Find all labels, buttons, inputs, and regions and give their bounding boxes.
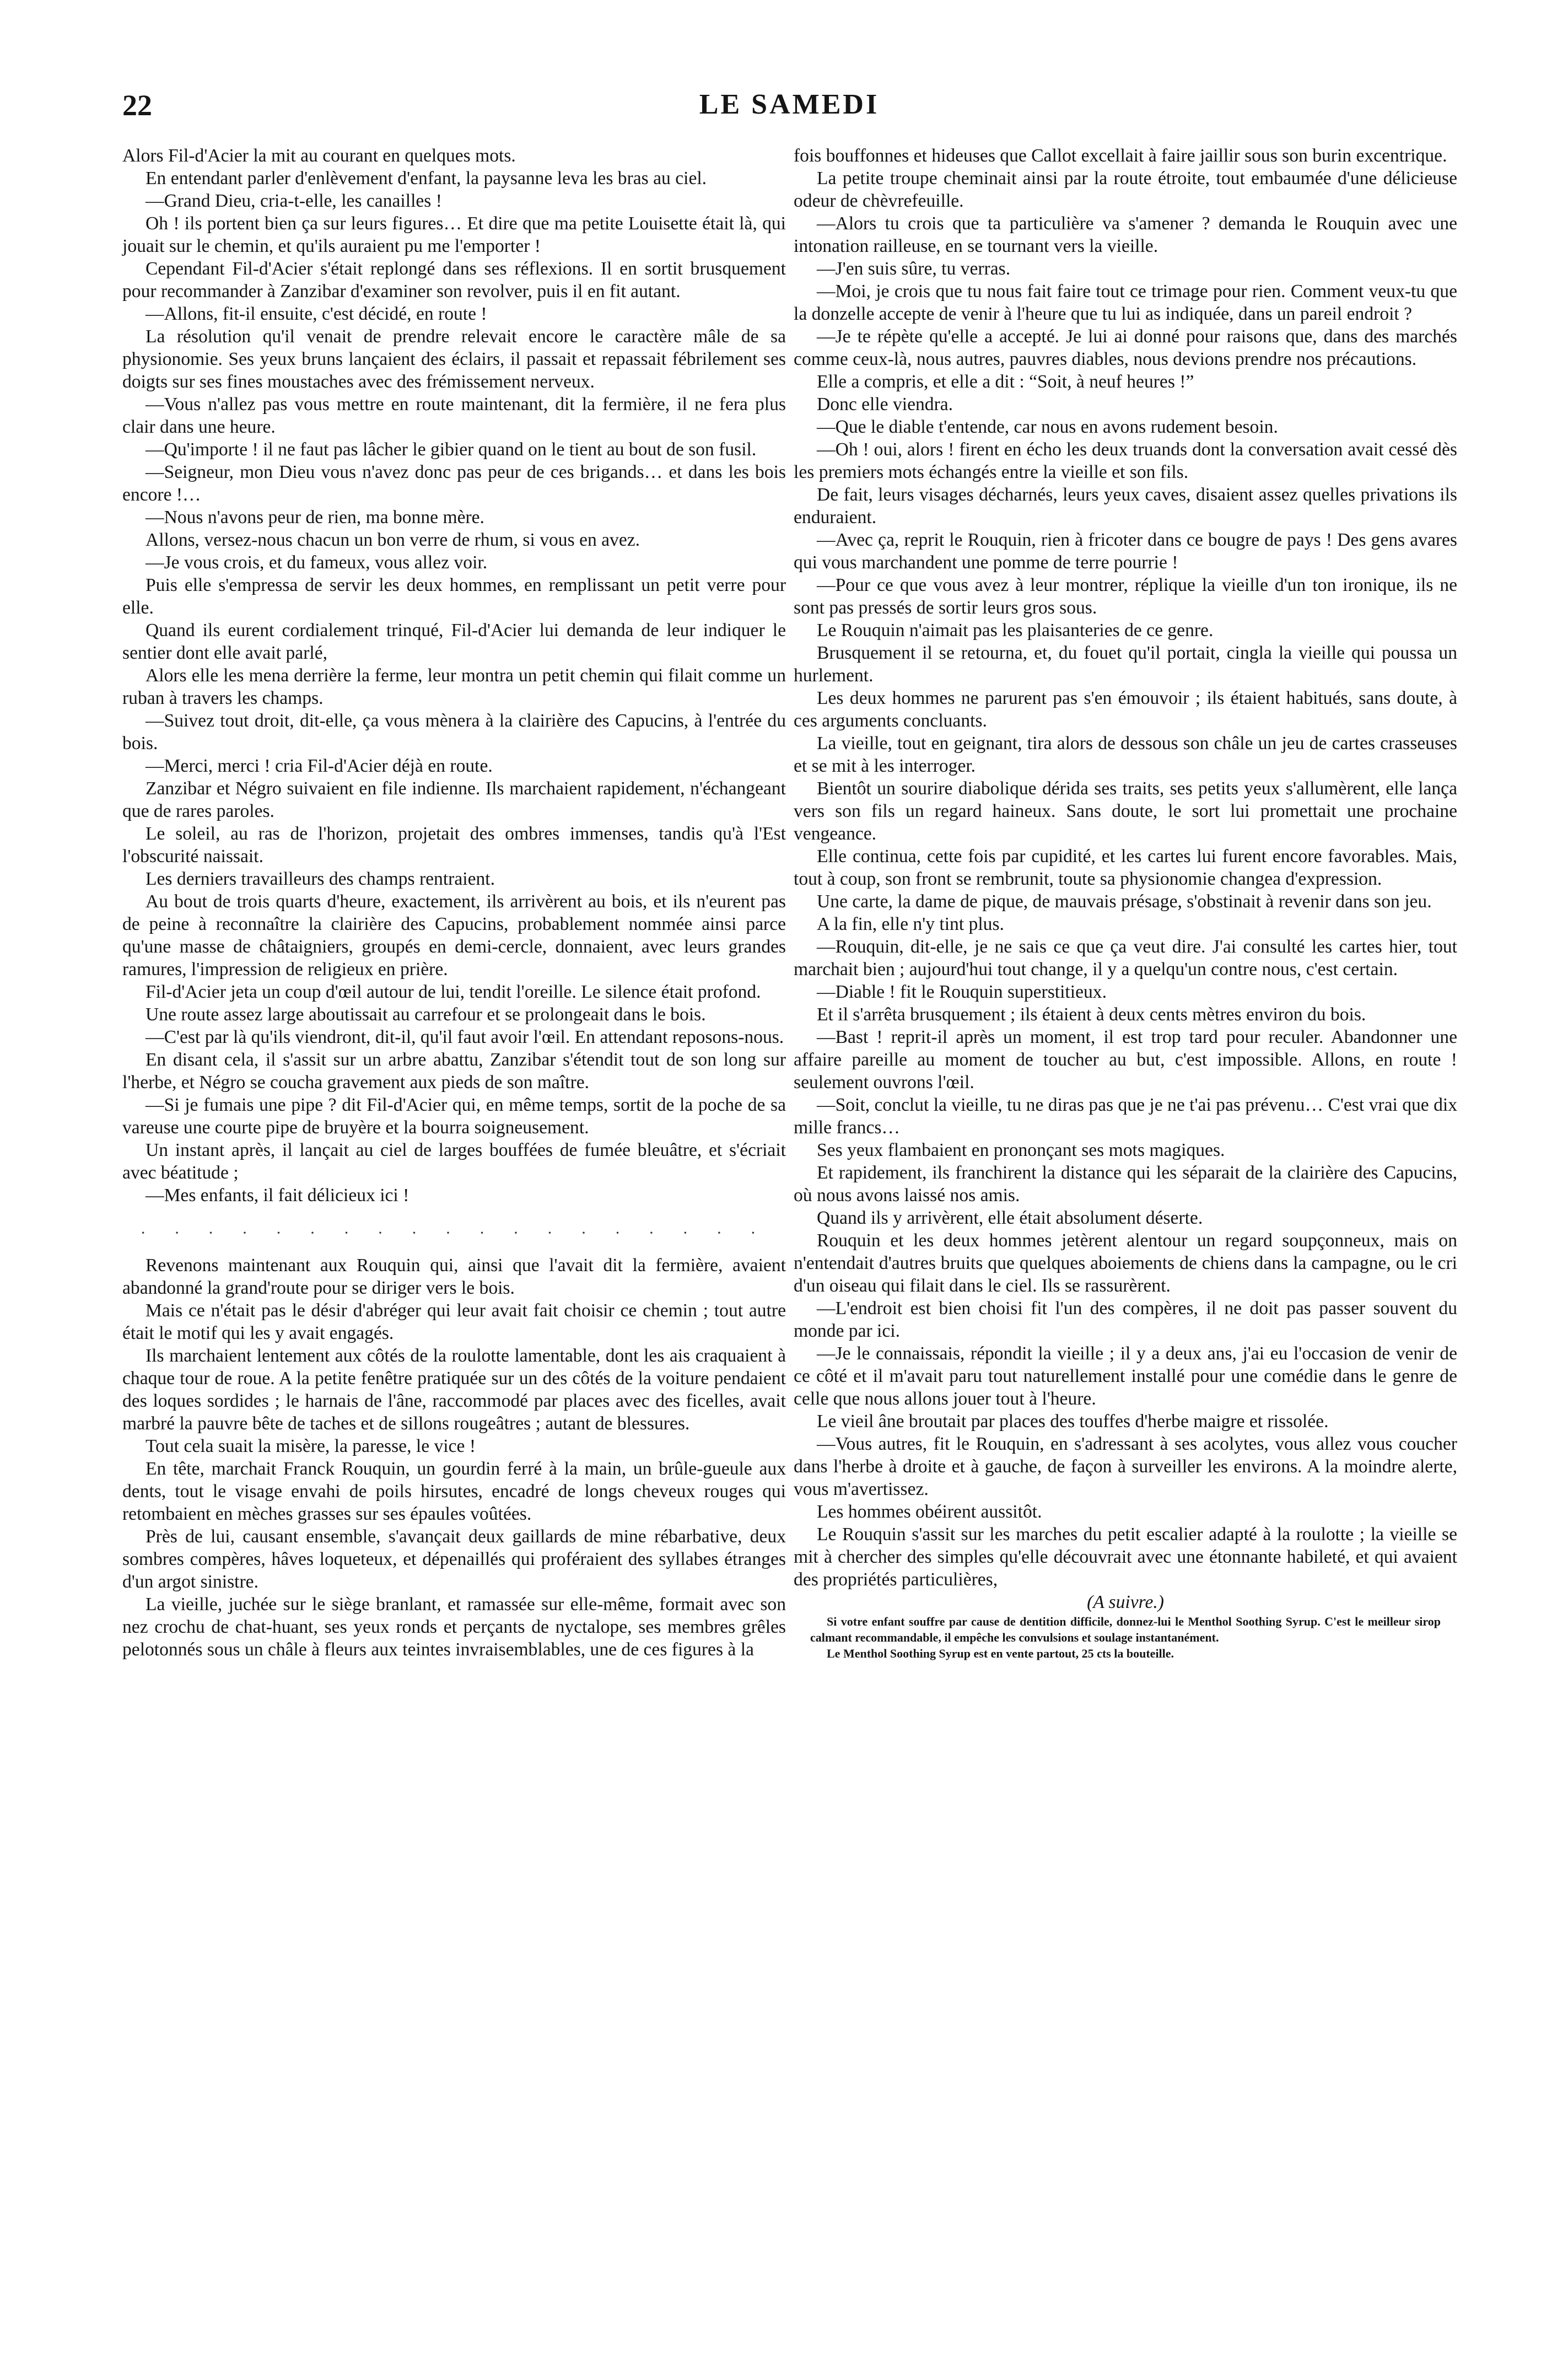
to-be-continued: (A suivre.) — [1087, 1592, 1164, 1612]
paragraph: fois bouffonnes et hideuses que Callot excellait à faire jaillir sous son burin excentrique. — [794, 146, 1447, 166]
paragraph: —Avec ça, reprit le Rouquin, rien à fricoter dans ce bougre de pays ! Des gens avares qui vous marchandent une pomme de terre pourrie ! — [794, 530, 1457, 573]
paragraph: Oh ! ils portent bien ça sur leurs figures… Et dire que ma petite Louisette était là, qui jouait sur le chemin, et qu'ils auraient pu me l'emporter ! — [122, 213, 786, 256]
paragraph: —Je vous crois, et du fameux, vous allez voir. — [146, 552, 488, 573]
paragraph: —Alors tu crois que ta particulière va s'amener ? demanda le Rouquin avec une intonation railleuse, en se tournant vers la vieille. — [794, 213, 1457, 256]
paragraph: La petite troupe cheminait ainsi par la route étroite, tout embaumée d'une délicieuse odeur de chèvrefeuille. — [794, 168, 1457, 211]
paragraph: —Nous n'avons peur de rien, ma bonne mère. — [146, 507, 484, 528]
paragraph: Ils marchaient lentement aux côtés de la roulotte lamentable, dont les ais craquaient à chaque tour de roue. A la petite fenêtre pratiquée sur un des côtés de la voiture pendaient des loques sordides ; le harnais de l'âne, raccommodé par places avec des ficelles, avait marbré la pauvre bête de taches et de sillons rougeâtres ; autant de blessures. — [122, 1346, 786, 1434]
journal-title: LE SAMEDI — [699, 89, 880, 120]
paragraph: —Je le connaissais, répondit la vieille ; il y a deux ans, j'ai eu l'occasion de venir de ce côté et il m'avait paru tout naturellement installé pour une comédie dans le genre de celle que nous allons jouer tout à l'heure. — [794, 1343, 1457, 1409]
paragraph: Tout cela suait la misère, la paresse, le vice ! — [146, 1436, 476, 1456]
paragraph: Zanzibar et Négro suivaient en file indienne. Ils marchaient rapidement, n'échangeant que de rares paroles. — [122, 778, 786, 821]
paragraph: Les hommes obéirent aussitôt. — [817, 1502, 1042, 1522]
page-number: 22 — [122, 89, 152, 122]
paragraph: En entendant parler d'enlèvement d'enfant, la paysanne leva les bras au ciel. — [146, 168, 707, 189]
paragraph: Revenons maintenant aux Rouquin qui, ainsi que l'avait dit la fermière, avaient abandonné la grand'route pour se diriger vers le bois. — [122, 1255, 786, 1298]
paragraph: Le Rouquin n'aimait pas les plaisanteries de ce genre. — [817, 620, 1214, 641]
left-column-part-a — [122, 144, 786, 1207]
paragraph: —Rouquin, dit-elle, je ne sais ce que ça veut dire. J'ai consulté les cartes hier, tout marchait bien ; aujourd'hui tout change, il y a quelqu'un contre nous, c'est certain. — [794, 937, 1457, 980]
right-column — [794, 144, 1457, 1661]
paragraph: —Seigneur, mon Dieu vous n'avez donc pas peur de ces brigands… et dans les bois encore !… — [122, 462, 786, 505]
paragraph: Les deux hommes ne parurent pas s'en émouvoir ; ils étaient habitués, sans doute, à ces arguments concluants. — [794, 688, 1457, 731]
paragraph: —Oh ! oui, alors ! firent en écho les deux truands dont la conversation avait cessé dès les premiers mots échangés entre la vieille et son fils. — [794, 439, 1457, 482]
section-separator: · · · · · · · · · · · · · · · · · · · — [140, 1224, 768, 1242]
paragraph: Elle continua, cette fois par cupidité, et les cartes lui furent encore favorables. Mais, tout à coup, son front se rembrunit, toute sa physionomie changea d'expression. — [794, 846, 1457, 889]
paragraph: Quand ils eurent cordialement trinqué, Fil-d'Acier lui demanda de leur indiquer le sentier dont elle avait parlé, — [122, 620, 786, 663]
paragraph: Une carte, la dame de pique, de mauvais présage, s'obstinait à revenir dans son jeu. — [817, 891, 1432, 912]
paragraph: La résolution qu'il venait de prendre relevait encore le caractère mâle de sa physionomie. Ses yeux bruns lançaient des éclairs, il passait et repassait fébrilement ses doigts sur ses fines moustaches avec des frémissement nerveux. — [122, 326, 786, 392]
paragraph: Le vieil âne broutait par places des touffes d'herbe maigre et rissolée. — [817, 1411, 1329, 1432]
paragraph: —Moi, je crois que tu nous fait faire tout ce trimage pour rien. Comment veux-tu que la donzelle accepte de venir à l'heure que tu lui as indiquée, dans un pareil endroit ? — [794, 281, 1457, 324]
paragraph: En tête, marchait Franck Rouquin, un gourdin ferré à la main, un brûle-gueule aux dents, tout le visage envahi de poils hirsutes, encadré de longs cheveux rouges qui retombaient en mèches grasses sur ses épaules voûtées. — [122, 1459, 786, 1524]
paragraph: —J'en suis sûre, tu verras. — [817, 259, 1011, 279]
paragraph: —Vous autres, fit le Rouquin, en s'adressant à ses acolytes, vous allez vous coucher dans l'herbe à droite et à gauche, de façon à surveiller les environs. A la moindre alerte, vous m'avertissez. — [794, 1434, 1457, 1499]
paragraph: —Allons, fit-il ensuite, c'est décidé, en route ! — [146, 304, 487, 324]
paragraph: —Pour ce que vous avez à leur montrer, réplique la vieille d'un ton ironique, ils ne sont pas pressés de sortir leurs gros sous. — [794, 575, 1457, 618]
paragraph: —Merci, merci ! cria Fil-d'Acier déjà en route. — [146, 756, 493, 776]
paragraph: Et rapidement, ils franchirent la distance qui les séparait de la clairière des Capucins, où nous avons laissé nos amis. — [794, 1163, 1457, 1206]
paragraph: —C'est par là qu'ils viendront, dit-il, qu'il faut avoir l'œil. En attendant reposons-nous. — [146, 1027, 784, 1047]
paragraph: —Bast ! reprit-il après un moment, il est trop tard pour reculer. Abandonner une affaire pareille au moment de toucher au but, c'est impossible. Allons, en route ! seulement ouvrons l'œil. — [794, 1027, 1457, 1093]
paragraph: A la fin, elle n'y tint plus. — [817, 914, 1004, 934]
paragraph: —Grand Dieu, cria-t-elle, les canailles ! — [146, 191, 442, 211]
paragraph: Alors Fil-d'Acier la mit au courant en quelques mots. — [122, 146, 516, 166]
paragraph: La vieille, juchée sur le siège branlant, et ramassée sur elle-même, formait avec son nez crochu de chat-huant, ses yeux ronds et perçants de nyctalope, ses membres grêles pelotonnés sous un châle à fleurs aux teintes invraisemblables, une de ces figures à la — [122, 1594, 786, 1660]
paragraph: —Si je fumais une pipe ? dit Fil-d'Acier qui, en même temps, sortit de la poche de sa vareuse une courte pipe de bruyère et la bourra soigneusement. — [122, 1095, 786, 1138]
paragraph: —Soit, conclut la vieille, tu ne diras pas que je ne t'ai pas prévenu… C'est vrai que dix mille francs… — [794, 1095, 1457, 1138]
paragraph: La vieille, tout en geignant, tira alors de dessous son châle un jeu de cartes crasseuses et se mit à les interroger. — [794, 733, 1457, 776]
paragraph: Les derniers travailleurs des champs rentraient. — [146, 869, 495, 889]
right-column-text — [794, 144, 1457, 1591]
page-header — [122, 88, 1456, 132]
paragraph: Un instant après, il lançait au ciel de larges bouffées de fumée bleuâtre, et s'écriait avec béatitude ; — [122, 1140, 786, 1183]
paragraph: Puis elle s'empressa de servir les deux hommes, en remplissant un petit verre pour elle. — [122, 575, 786, 618]
paragraph: Près de lui, causant ensemble, s'avançait deux gaillards de mine rébarbative, deux sombres compères, hâves loqueteux, et dépenaillés qui proféraient des syllabes étranges d'un argot sinistre. — [122, 1526, 786, 1592]
advertisement — [794, 1613, 1457, 1661]
left-column-part-b — [122, 1254, 786, 1661]
paragraph: Bientôt un sourire diabolique dérida ses traits, ses petits yeux s'allumèrent, elle lança vers son fils un regard haineux. Sans doute, le sort lui promettait une prochaine vengeance. — [794, 778, 1457, 844]
paragraph: —Mes enfants, il fait délicieux ici ! — [146, 1185, 409, 1206]
paragraph: Quand ils y arrivèrent, elle était absolument déserte. — [817, 1208, 1203, 1228]
paragraph: —Que le diable t'entende, car nous en avons rudement besoin. — [817, 417, 1278, 437]
advert-line: Si votre enfant souffre par cause de dentition difficile, donnez-lui le Menthol Soothing Syrup. C'est le meilleur sirop calmant recommandable, il empêche les convulsions et soulage instantanément. — [810, 1615, 1441, 1644]
paragraph: Brusquement il se retourna, et, du fouet qu'il portait, cingla la vieille qui poussa un hurlement. — [794, 643, 1457, 686]
paragraph: Mais ce n'était pas le désir d'abréger qui leur avait fait choisir ce chemin ; tout autre était le motif qui les y avait engagés. — [122, 1300, 786, 1343]
paragraph: Au bout de trois quarts d'heure, exactement, ils arrivèrent au bois, et ils n'eurent pas de peine à reconnaître la clairière des Capucins, probablement nommée ainsi parce qu'une masse de châtaigniers, groupés en demi-cercle, donnaient, avec leurs grandes ramures, l'impression de religieux en prière. — [122, 891, 786, 980]
paragraph: —Vous n'allez pas vous mettre en route maintenant, dit la fermière, il ne fera plus clair dans une heure. — [122, 394, 786, 437]
paragraph: Allons, versez-nous chacun un bon verre de rhum, si vous en avez. — [146, 530, 640, 550]
paragraph: Cependant Fil-d'Acier s'était replongé dans ses réflexions. Il en sortit brusquement pour recommander à Zanzibar d'examiner son revolver, puis il en fit autant. — [122, 259, 786, 302]
left-column — [122, 144, 786, 1661]
paragraph: Le soleil, au ras de l'horizon, projetait des ombres immenses, tandis qu'à l'Est l'obscurité naissait. — [122, 824, 786, 867]
paragraph: En disant cela, il s'assit sur un arbre abattu, Zanzibar s'étendit tout de son long sur l'herbe, et Négro se coucha gravement aux pieds de son maître. — [122, 1050, 786, 1093]
paragraph: De fait, leurs visages décharnés, leurs yeux caves, disaient assez quelles privations ils enduraient. — [794, 485, 1457, 528]
paragraph: Une route assez large aboutissait au carrefour et se prolongeait dans le bois. — [146, 1004, 706, 1025]
paragraph: Et il s'arrêta brusquement ; ils étaient à deux cents mètres environ du bois. — [817, 1004, 1366, 1025]
paragraph: —L'endroit est bien choisi fit l'un des compères, il ne doit pas passer souvent du monde par ici. — [794, 1298, 1457, 1341]
paragraph: Rouquin et les deux hommes jetèrent alentour un regard soupçonneux, mais on n'entendait d'autres bruits que quelques aboiements de chiens dans la campagne, ou le cri d'un oiseau qui filait dans le ciel. Ils se rassurèrent. — [794, 1230, 1457, 1296]
advert-line: Le Menthol Soothing Syrup est en vente partout, 25 cts la bouteille. — [827, 1647, 1174, 1660]
paragraph: Alors elle les mena derrière la ferme, leur montra un petit chemin qui filait comme un ruban à travers les champs. — [122, 665, 786, 708]
paragraph: —Diable ! fit le Rouquin superstitieux. — [817, 982, 1107, 1002]
paragraph: Le Rouquin s'assit sur les marches du petit escalier adapté à la roulotte ; la vieille se mit à chercher des simples qu'elle découvrait avec une étonnante habileté, et qui avaient des propriétés particulières, — [794, 1524, 1457, 1590]
paragraph: Elle a compris, et elle a dit : “Soit, à neuf heures !” — [817, 372, 1194, 392]
paragraph: —Qu'importe ! il ne faut pas lâcher le gibier quand on le tient au bout de son fusil. — [146, 439, 757, 460]
paragraph: —Je te répète qu'elle a accepté. Je lui ai donné pour raisons que, dans des marchés comme ceux-là, nous autres, pauvres diables, nous devions prendre nos précautions. — [794, 326, 1457, 369]
paragraph: Fil-d'Acier jeta un coup d'œil autour de lui, tendit l'oreille. Le silence était profond. — [146, 982, 761, 1002]
paragraph: Ses yeux flambaient en prononçant ses mots magiques. — [817, 1140, 1225, 1160]
paragraph: Donc elle viendra. — [817, 394, 953, 415]
paragraph: —Suivez tout droit, dit-elle, ça vous mènera à la clairière des Capucins, à l'entrée du bois. — [122, 711, 786, 754]
